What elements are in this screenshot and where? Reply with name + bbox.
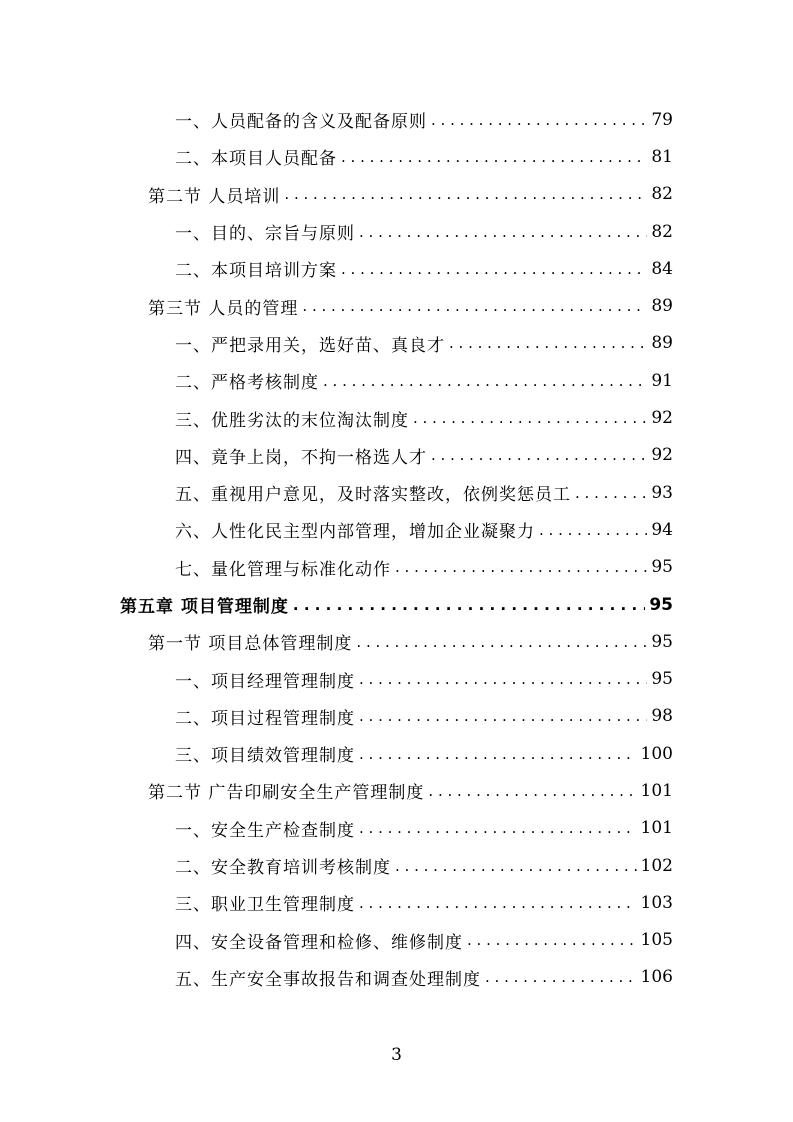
toc-entry-title: 四、竟争上岗，不拘一格选人才 <box>175 447 427 468</box>
toc-entry-page: 84 <box>651 258 673 279</box>
toc-entry[interactable] <box>0 959 673 996</box>
toc-entry-page: 106 <box>640 967 673 988</box>
dot-leader <box>485 968 637 986</box>
toc-entry-page: 105 <box>640 930 673 951</box>
toc-entry-page: 82 <box>651 221 673 242</box>
toc-entry[interactable] <box>0 399 673 436</box>
toc-entry-page: 95 <box>649 594 673 615</box>
toc-chapter-entry[interactable] <box>0 586 673 623</box>
toc-entry-title: 第五章 项目管理制度 <box>120 597 289 617</box>
toc-entry[interactable] <box>0 660 673 697</box>
dot-leader <box>359 745 637 763</box>
toc-entry-page: 101 <box>640 780 673 801</box>
toc-section-entry[interactable] <box>0 176 673 213</box>
toc-entry-page: 95 <box>651 557 673 578</box>
toc-entry-page: 91 <box>651 370 673 391</box>
toc-entry-title: 一、安全生产检查制度 <box>175 820 355 841</box>
toc-entry-page: 93 <box>651 482 673 503</box>
toc-entry-page: 98 <box>651 706 673 727</box>
toc-entry-title: 一、人员配备的含义及配备原则 <box>175 112 427 133</box>
dot-leader <box>359 894 637 912</box>
toc-entry-page: 94 <box>651 519 673 540</box>
dot-leader <box>356 633 647 651</box>
toc-entry-title: 七、量化管理与标准化动作 <box>175 559 391 580</box>
toc-entry[interactable] <box>0 213 673 250</box>
toc-entry-page: 82 <box>651 184 673 205</box>
toc-entry[interactable] <box>0 549 673 586</box>
dot-leader <box>413 409 647 427</box>
dot-leader <box>359 819 637 837</box>
toc-entry[interactable] <box>0 437 673 474</box>
toc-entry[interactable] <box>0 810 673 847</box>
toc-entry-title: 第二节 人员培训 <box>148 186 281 207</box>
toc-entry[interactable] <box>0 847 673 884</box>
toc-entry-title: 二、本项目人员配备 <box>175 149 337 170</box>
toc-entry-title: 二、项目过程管理制度 <box>175 708 355 729</box>
dot-leader <box>575 484 647 502</box>
toc-entry-title: 第一节 项目总体管理制度 <box>148 634 353 655</box>
dot-leader <box>428 782 636 800</box>
dot-leader <box>449 334 647 352</box>
toc-entry-page: 103 <box>640 892 673 913</box>
toc-entry-page: 79 <box>651 109 673 130</box>
toc-entry-title: 一、严把录用关，选好苗、真良才 <box>175 335 445 356</box>
table-of-contents <box>0 101 793 996</box>
toc-section-entry[interactable] <box>0 623 673 660</box>
toc-entry-page: 89 <box>651 296 673 317</box>
toc-entry-title: 一、项目经理管理制度 <box>175 671 355 692</box>
toc-entry-title: 第三节 人员的管理 <box>148 298 299 319</box>
dot-leader <box>431 446 647 464</box>
toc-section-entry[interactable] <box>0 772 673 809</box>
dot-leader <box>467 931 637 949</box>
dot-leader <box>431 111 647 129</box>
dot-leader <box>302 297 647 315</box>
dot-leader <box>359 707 647 725</box>
toc-entry-title: 三、优胜劣汰的末位淘汰制度 <box>175 410 409 431</box>
toc-entry[interactable] <box>0 101 673 138</box>
toc-entry-title: 二、本项目培训方案 <box>175 261 337 282</box>
toc-entry-page: 95 <box>651 631 673 652</box>
toc-entry[interactable] <box>0 325 673 362</box>
toc-entry-title: 五、重视用户意见，及时落实整改，依例奖惩员工 <box>175 485 571 506</box>
toc-entry[interactable] <box>0 735 673 772</box>
toc-entry[interactable] <box>0 698 673 735</box>
toc-entry-title: 六、人性化民主型内部管理，增加企业凝聚力 <box>175 522 535 543</box>
toc-entry-title: 三、职业卫生管理制度 <box>175 895 355 916</box>
toc-entry[interactable] <box>0 362 673 399</box>
toc-entry-page: 92 <box>651 445 673 466</box>
toc-entry-page: 95 <box>651 669 673 690</box>
toc-entry-title: 五、生产安全事故报告和调查处理制度 <box>175 969 481 990</box>
toc-entry-title: 第二节 广告印刷安全生产管理制度 <box>148 783 425 804</box>
dot-leader <box>323 372 647 390</box>
toc-entry-title: 二、安全教育培训考核制度 <box>175 858 391 879</box>
toc-entry-title: 三、项目绩效管理制度 <box>175 746 355 767</box>
toc-entry-page: 102 <box>640 855 673 876</box>
dot-leader <box>284 185 647 203</box>
dot-leader <box>359 670 647 688</box>
dot-leader <box>395 857 637 875</box>
toc-entry[interactable] <box>0 922 673 959</box>
toc-entry-page: 89 <box>651 333 673 354</box>
dot-leader <box>341 148 647 166</box>
dot-leader <box>359 223 647 241</box>
toc-entry[interactable] <box>0 138 673 175</box>
toc-entry-page: 101 <box>640 818 673 839</box>
toc-entry[interactable] <box>0 250 673 287</box>
dot-leader <box>395 558 647 576</box>
toc-entry-page: 81 <box>651 146 673 167</box>
toc-entry-title: 一、目的、宗旨与原则 <box>175 224 355 245</box>
toc-entry-page: 100 <box>640 743 673 764</box>
dot-leader <box>341 260 647 278</box>
toc-entry-page: 92 <box>651 408 673 429</box>
toc-entry[interactable] <box>0 884 673 921</box>
toc-entry[interactable] <box>0 511 673 548</box>
dot-leader <box>293 596 645 614</box>
toc-entry-title: 四、安全设备管理和检修、维修制度 <box>175 932 463 953</box>
toc-entry-title: 二、严格考核制度 <box>175 373 319 394</box>
toc-section-entry[interactable] <box>0 287 673 324</box>
toc-entry[interactable] <box>0 474 673 511</box>
page-number: 3 <box>391 1045 402 1065</box>
dot-leader <box>539 521 647 539</box>
